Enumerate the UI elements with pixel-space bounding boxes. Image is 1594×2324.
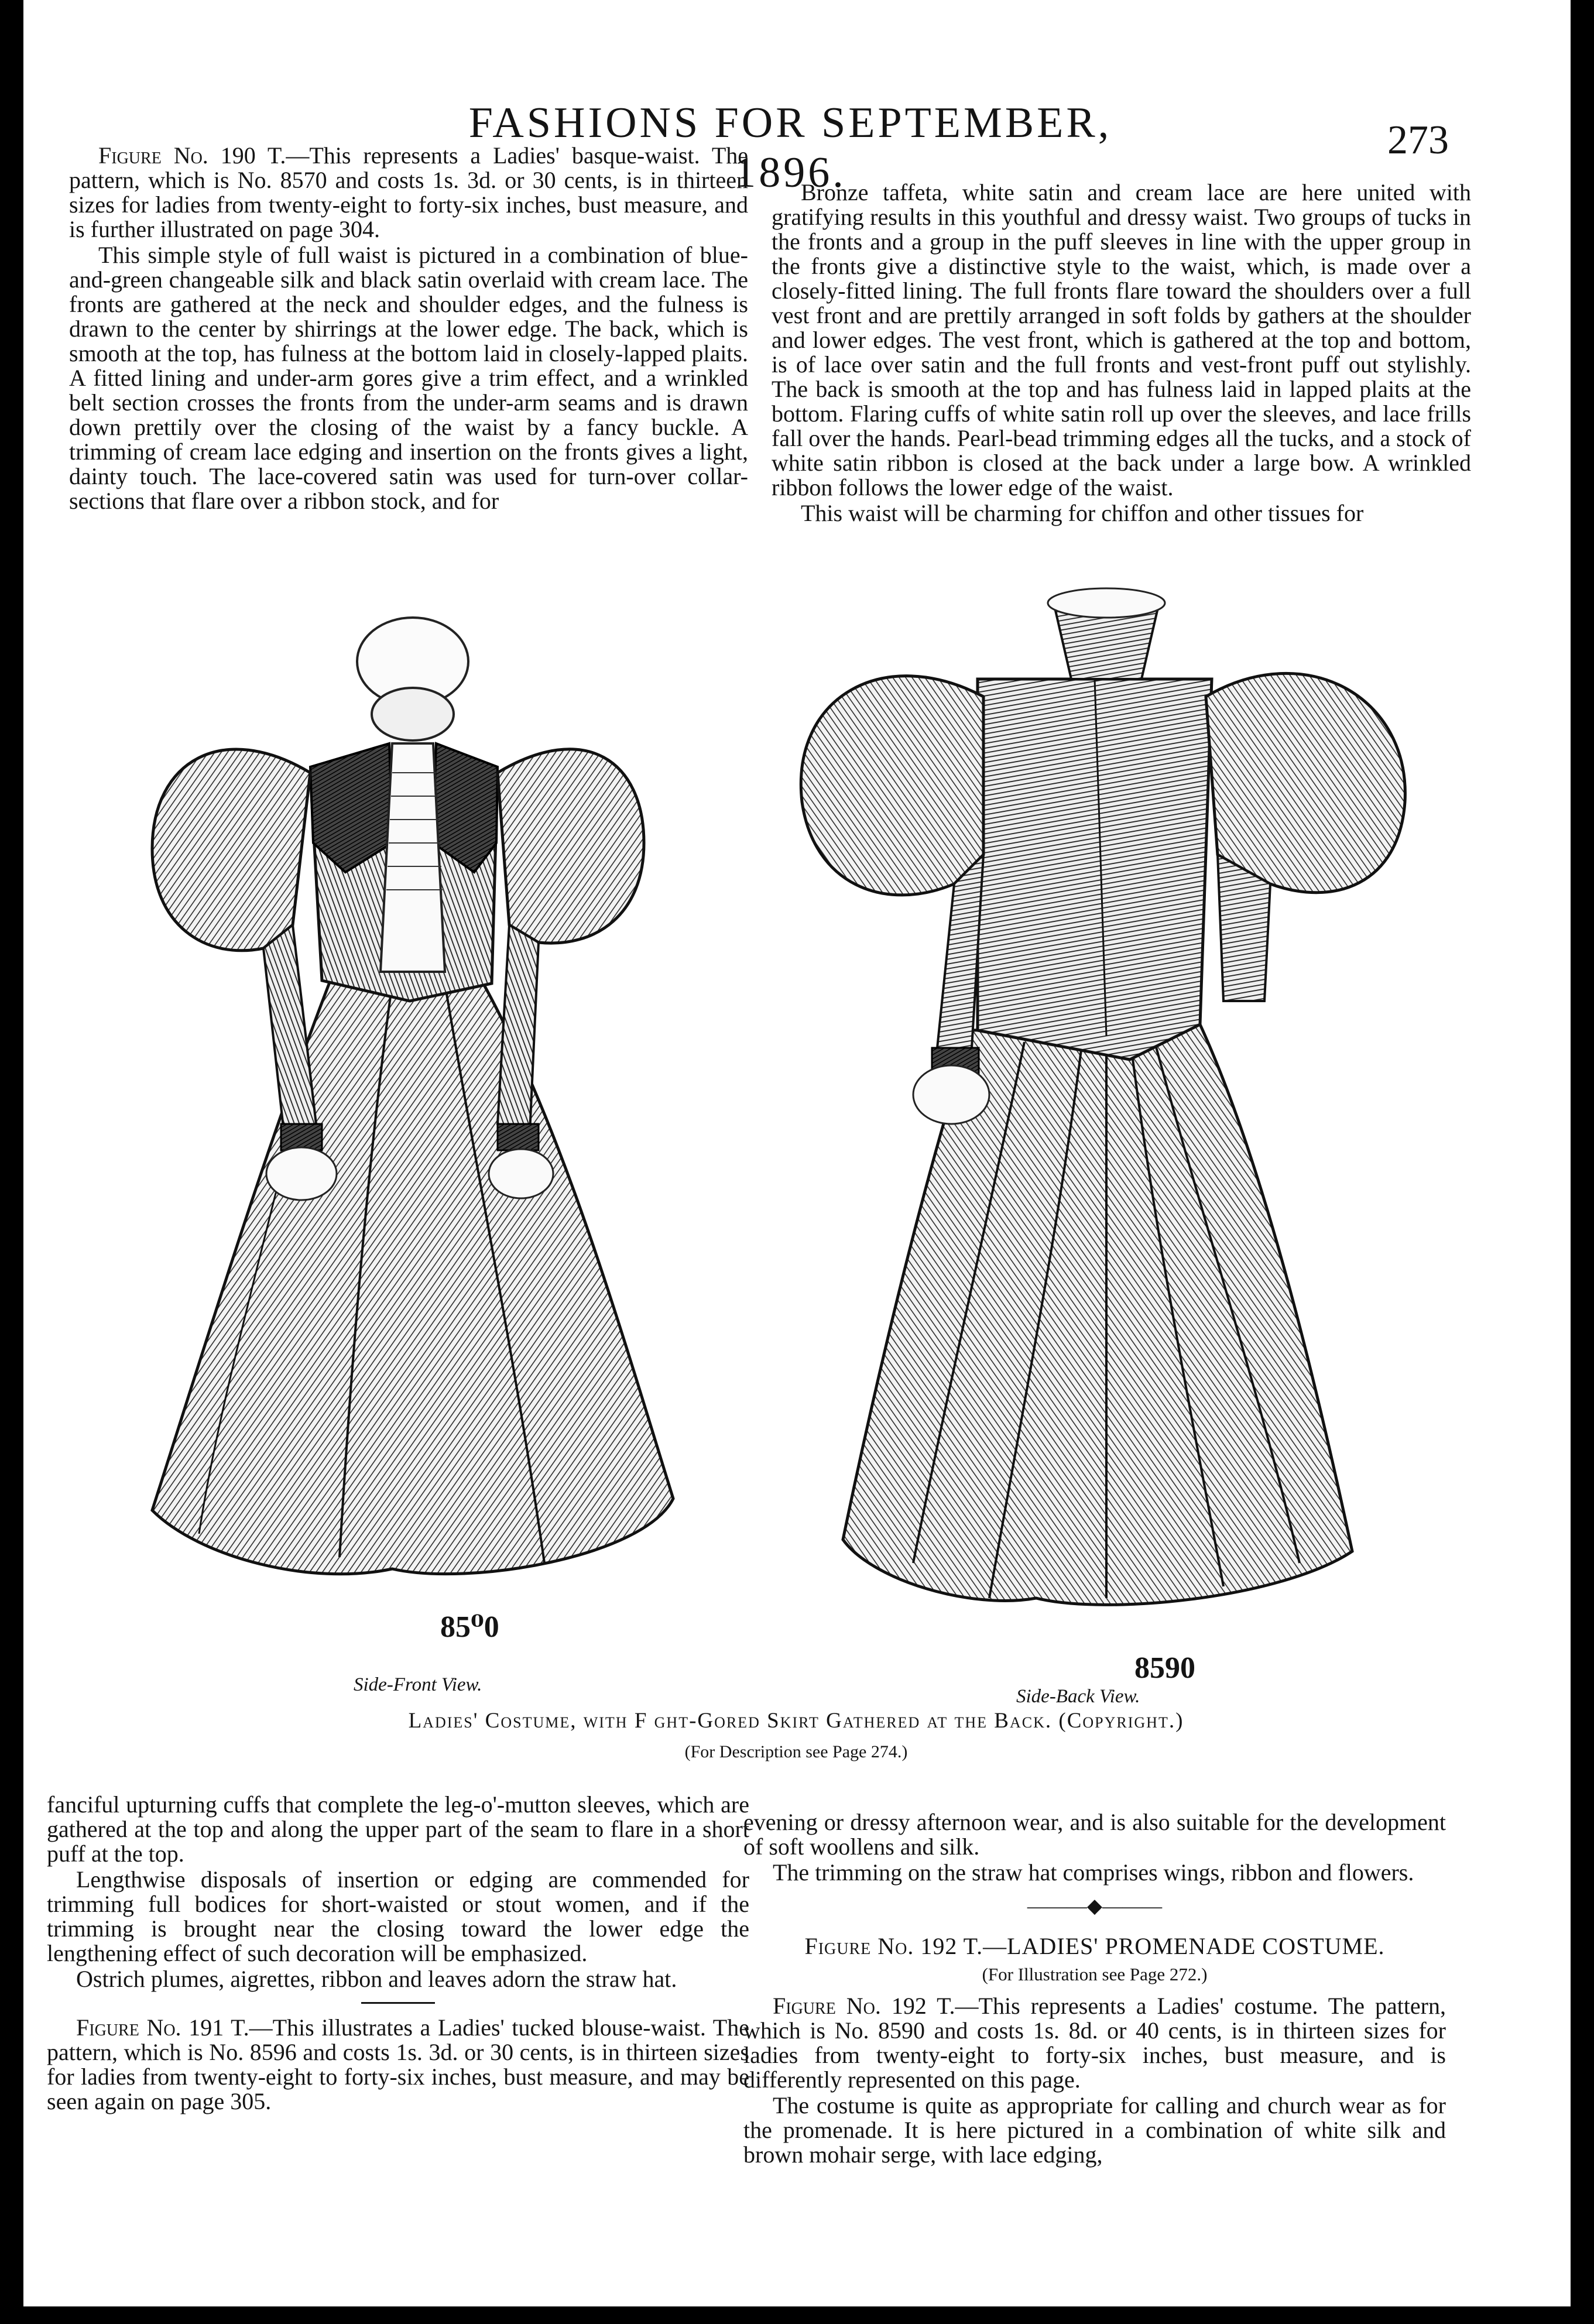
paragraph: fanciful upturning cuffs that complete the leg-o'-mutton sleeves, which are gathered at the top and along the upper part of the seam to flare in a short puff at the top. bbox=[47, 1791, 749, 1867]
paragraph: evening or dressy afternoon wear, and is also suitable for the development of soft woollens and silk. bbox=[743, 1809, 1446, 1860]
side-back-view-caption: Side-Back View. bbox=[1016, 1686, 1140, 1707]
scan-border-left bbox=[0, 0, 23, 2324]
paragraph-text: —This represents a Ladies' basque-waist. The pattern, which is No. 8570 and costs 1s. 3d. or 30 cents, is in thirteen sizes for ladies from twenty-eight to forty-six inches, bust measure, and is further illustrated on page 304. bbox=[69, 142, 749, 242]
paragraph-text: —This represents a Ladies' costume. The pattern, which is No. 8590 and costs 1s. 8d. or 40 cents, is in thirteen sizes for ladies from twenty-eight to forty-six inches, bust measure, and is differently represented on this page. bbox=[743, 1993, 1446, 2093]
section-divider bbox=[361, 2002, 435, 2004]
paragraph-text: —This illustrates a Ladies' tucked blouse-waist. The pattern, which is No. 8596 and costs 1s. 3d. or 30 cents, is in thirteen sizes for ladies from twenty-eight to forty-six inches, bust measure, and may be seen again on page 305. bbox=[47, 2014, 749, 2114]
paragraph: This simple style of full waist is pictured in a combination of blue-and-green changeable silk and black satin overlaid with cream lace. The fronts are gathered at the neck and shoulder edges, and the fulness is drawn to the center by shirrings at the lower edge. The back, which is smooth at the top, has fulness at the bottom laid in closely-lapped plaits. A fitted lining and under-arm gores give a trim effect, and a wrinkled belt section crosses the fronts from the under-arm seams and is drawn down prettily over the closing of the waist by a fancy buckle. A trimming of cream lace edging and insertion on the fronts gives a light, dainty touch. The lace-covered satin was used for turn-over collar-sections that flare over a ribbon stock, and for bbox=[69, 242, 748, 514]
section-heading bbox=[743, 1934, 1446, 1959]
paragraph-figure-192 bbox=[743, 1994, 1446, 2092]
pattern-number-back: 8590 bbox=[1134, 1651, 1195, 1685]
illustration-caption: Ladies' Costume, with F ght-Gored Skirt Gathered at the Back. (Copyright.) bbox=[408, 1709, 1184, 1733]
paragraph: The trimming on the straw hat comprises wings, ribbon and flowers. bbox=[773, 1859, 1414, 1886]
scan-border-bottom bbox=[0, 2306, 1594, 2324]
column-bottom-left bbox=[47, 1792, 749, 2115]
illustration-page-note: (For Illustration see Page 272.) bbox=[982, 1964, 1208, 1984]
paragraph: Lengthwise disposals of insertion or edging are commended for trimming full bodices for short-waisted or stout women, and if the trimming is brought near the closing toward the lower edge the lengthening effect of such decoration will be emphasized. bbox=[47, 1866, 749, 1966]
scan-border-right bbox=[1571, 0, 1594, 2324]
figure-label: Figure No. 192 T. bbox=[773, 1993, 955, 2019]
figure-label: Figure No. 191 T. bbox=[76, 2014, 249, 2041]
dress-front-engraving bbox=[117, 597, 779, 1604]
ornament-divider: ———◆——— bbox=[1027, 1895, 1163, 1917]
heading-text: —LADIES' PROMENADE COSTUME. bbox=[983, 1933, 1385, 1959]
paragraph: Ostrich plumes, aigrettes, ribbon and leaves adorn the straw hat. bbox=[76, 1966, 677, 1992]
pattern-number-front: 85⁰0 bbox=[440, 1610, 499, 1644]
paragraph: This waist will be charming for chiffon and other tissues for bbox=[801, 500, 1364, 526]
column-top-left bbox=[69, 143, 748, 515]
figure-label: Figure No. 192 T. bbox=[804, 1933, 983, 1959]
running-head: FASHIONS FOR SEPTEMBER, 1896. bbox=[468, 99, 1112, 197]
description-page-note: (For Description see Page 274.) bbox=[684, 1742, 908, 1761]
costume-side-front-illustration bbox=[117, 597, 779, 1604]
paragraph: Bronze taffeta, white satin and cream lace are here united with gratifying results in this youthful and dressy waist. Two groups of tucks in the fronts and a group in the puff sleeves in line with the upper group in the fronts give a distinctive style to the waist, which, is made over a closely-fitted lining. The full fronts flare toward the shoulders over a full vest front and are prettily arranged in soft folds by gathers at the shoulder and lower edges. The vest front, which is gathered at the top and bottom, is of lace over satin and the full fronts and vest-front puff out stylishly. The back is smooth at the top and has fulness laid in lapped plaits at the bottom. Flaring cuffs of white satin roll up over the sleeves, and lace frills fall over the hands. Pearl-bead trimming edges all the tucks, and a stock of white satin ribbon is closed at the back under a large bow. A wrinkled ribbon follows the lower edge of the waist. bbox=[772, 179, 1471, 501]
figure-label: Figure No. 190 T. bbox=[98, 142, 286, 169]
paragraph-figure-191 bbox=[47, 2015, 749, 2114]
column-bottom-right bbox=[743, 1810, 1446, 2168]
column-top-right bbox=[772, 180, 1471, 527]
paragraph: The costume is quite as appropriate for calling and church wear as for the promenade. It is here pictured in a combination of white silk and brown mohair serge, with lace edging, bbox=[743, 2092, 1446, 2168]
paragraph-figure-190 bbox=[69, 143, 748, 242]
page-number: 273 bbox=[1387, 118, 1449, 163]
side-front-view-caption: Side-Front View. bbox=[354, 1674, 482, 1695]
costume-side-back-illustration bbox=[779, 580, 1452, 1616]
dress-back-engraving bbox=[779, 580, 1452, 1616]
